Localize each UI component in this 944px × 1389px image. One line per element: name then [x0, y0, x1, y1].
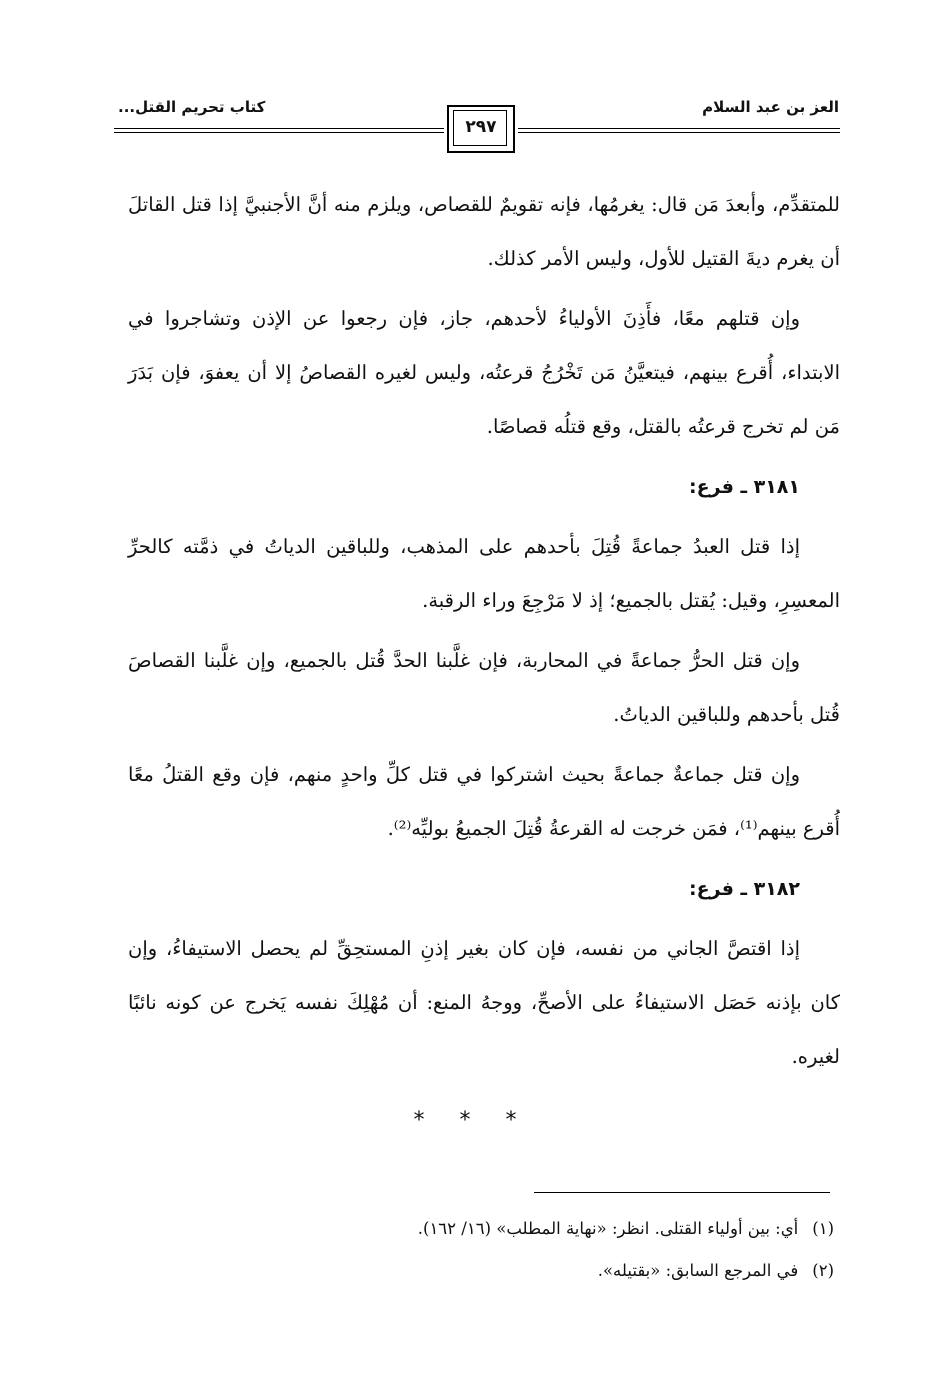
- header-rule-left-thin: [114, 132, 444, 133]
- footnote-2-mark: (٢): [812, 1261, 834, 1280]
- footnote-1-mark: (١): [812, 1219, 834, 1238]
- paragraph-muharaba: وإن قتل الحرُّ جماعةً في المحاربة، فإن غلَّبنا الحدَّ قُتل بالجميع، وإن غلَّبنا القصاصَ قُتل بأحدهم وللباقين الدياتُ.: [128, 649, 840, 726]
- running-header-author: العز بن عبد السلام: [702, 98, 839, 116]
- footnote-1-text: أي: بين أولياء القتلى. انظر: «نهاية المطلب» (١٦/ ١٦٢).: [417, 1219, 799, 1238]
- paragraph-self-retaliation: إذا اقتصَّ الجاني من نفسه، فإن كان بغير إذنِ المستحِقِّ لم يحصل الاستيفاءُ، وإن كان بإذنه حَصَل الاستيفاءُ على الأصحِّ، ووجهُ المنع: أن مُهْلِكَ نفسه يَخرج عن كونه نائبًا لغيره.: [128, 937, 840, 1068]
- body-text: [128, 178, 840, 1090]
- paragraph-continuation: للمتقدِّم، وأبعدَ مَن قال: يغرمُها، فإنه تقويمٌ للقصاص، ويلزم منه أنَّ الأجنبيَّ إذا قتل القاتلَ أن يغرم ديةَ القتيل للأول، وليس الأمر كذلك.: [128, 193, 840, 270]
- paragraph-group-killing: وإن قتل جماعةٌ جماعةً بحيث اشتركوا في قتل كلِّ واحدٍ منهم، فإن وقع القتلُ معًا أُقرع بينهم⁽¹⁾، فمَن خرجت له القرعةُ قُتِلَ الجميعُ بوليِّه⁽²⁾.: [128, 763, 840, 840]
- footnote-2: [128, 1250, 834, 1292]
- header-rule-right-thin: [518, 132, 840, 133]
- header-rule-right: [518, 128, 840, 129]
- paragraph-killing-together: وإن قتلهم معًا، فأَذِنَ الأولياءُ لأحدهم، جاز، فإن رجعوا عن الإذن وتشاجروا في الابتداء، أُقرع بينهم، فيتعيَّنُ مَن تَخْرُجُ قرعتُه، وليس لغيره القصاصُ إلا أن يعفوَ، فإن بَدَرَ مَن لم تخرج قرعتُه بالقتل، وقع قتلُه قصاصًا.: [128, 307, 840, 438]
- section-separator: * * *: [413, 1108, 531, 1133]
- footnotes: [128, 1208, 834, 1292]
- footnote-1: [128, 1208, 834, 1250]
- section-heading-3181: ٣١٨١ ـ فرع:: [689, 476, 800, 498]
- header-rule-left: [114, 128, 444, 129]
- page-number-frame: [447, 105, 515, 153]
- running-header-chapter: كتاب تحريم القتل...: [118, 98, 266, 116]
- footnote-rule: [534, 1192, 830, 1193]
- page-number: ٢٩٧: [465, 117, 497, 137]
- paragraph-slave-killer: إذا قتل العبدُ جماعةً قُتِلَ بأحدهم على المذهب، وللباقين الدياتُ في ذمَّته كالحرِّ المعسِرِ، وقيل: يُقتل بالجميع؛ إذ لا مَرْجِعَ وراء الرقبة.: [128, 535, 840, 612]
- footnote-2-text: في المرجع السابق: «بقتيله».: [597, 1261, 799, 1280]
- section-heading-3182: ٣١٨٢ ـ فرع:: [689, 878, 800, 900]
